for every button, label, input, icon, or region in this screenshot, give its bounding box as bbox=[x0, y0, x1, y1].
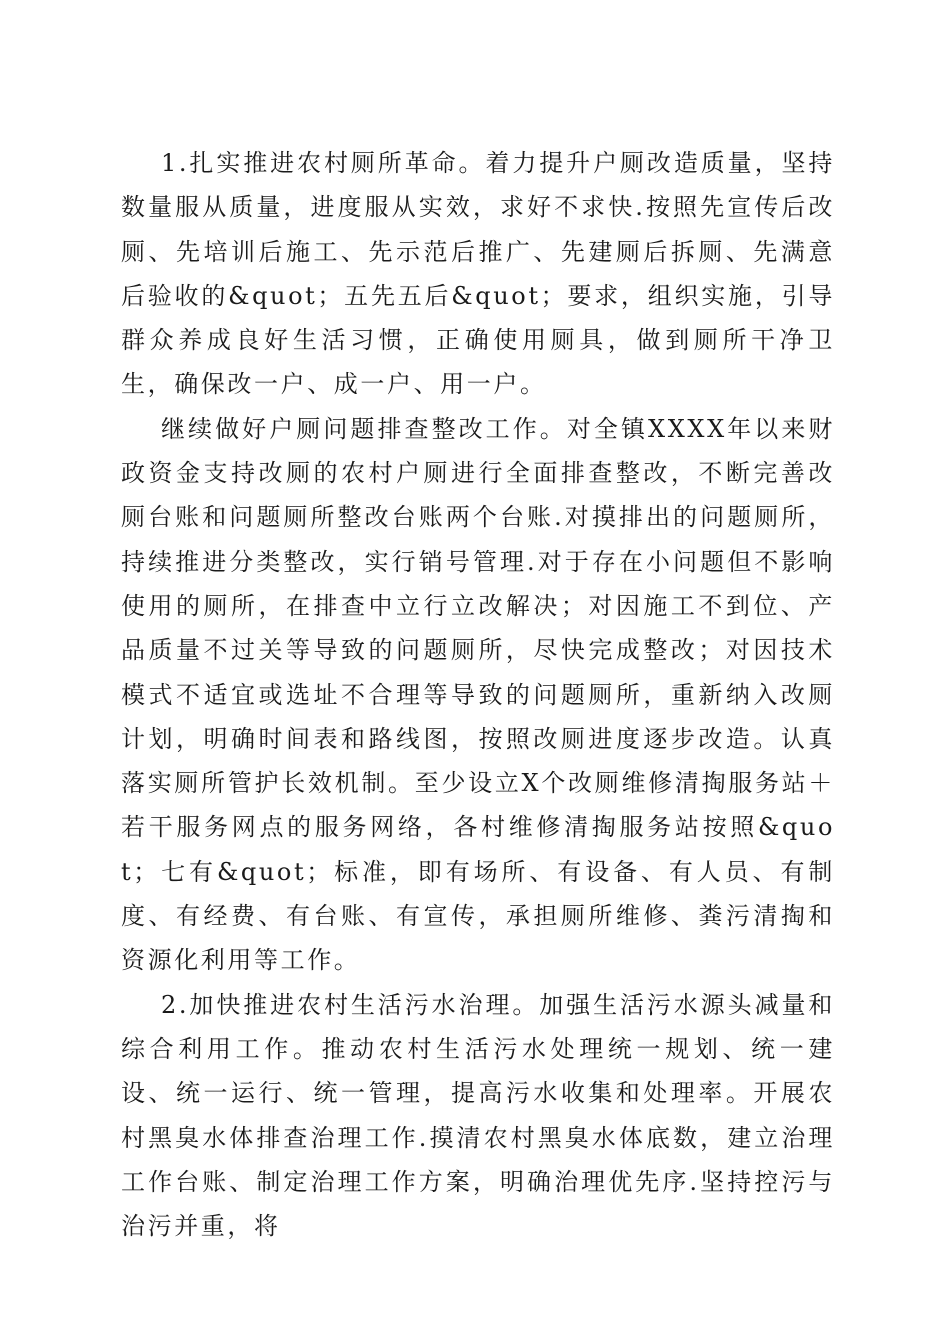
paragraph-sewage-treatment: 2.加快推进农村生活污水治理。加强生活污水源头减量和综合利用工作。推动农村生活污水处理统一规划、统一建设、统一运行、统一管理，提高污水收集和处理率。开展农村黑臭水体排查治理工作.摸清农村黑臭水体底数，建立治理工作台账、制定治理工作方案，明确治理优先序.坚持控污与治污并重，将 bbox=[121, 990, 835, 1241]
document-body bbox=[121, 141, 835, 1248]
paragraph-toilet-revolution: 1.扎实推进农村厕所革命。着力提升户厕改造质量，坚持数量服从质量，进度服从实效，求好不求快.按照先宣传后改厕、先培训后施工、先示范后推广、先建厕后拆厕、先满意后验收的&quot；五先五后&quot；要求，组织实施，引导群众养成良好生活习惯，正确使用厕具，做到厕所干净卫生，确保改一户、成一户、用一户。 bbox=[121, 149, 835, 399]
paragraph-toilet-inspection: 继续做好户厕问题排查整改工作。对全镇XXXX年以来财政资金支持改厕的农村户厕进行全面排查整改，不断完善改厕台账和问题厕所整改台账两个台账.对摸排出的问题厕所，持续推进分类整改，实行销号管理.对于存在小问题但不影响使用的厕所，在排查中立行立改解决；对因施工不到位、产品质量不过关等导致的问题厕所，尽快完成整改；对因技术模式不适宜或选址不合理等导致的问题厕所，重新纳入改厕计划，明确时间表和路线图，按照改厕进度逐步改造。认真落实厕所管护长效机制。至少设立X个改厕维修清掏服务站＋若干服务网点的服务网络，各村维修清掏服务站按照&quot；七有&quot；标准，即有场所、有设备、有人员、有制度、有经费、有台账、有宣传，承担厕所维修、粪污清掏和资源化利用等工作。 bbox=[121, 414, 835, 975]
